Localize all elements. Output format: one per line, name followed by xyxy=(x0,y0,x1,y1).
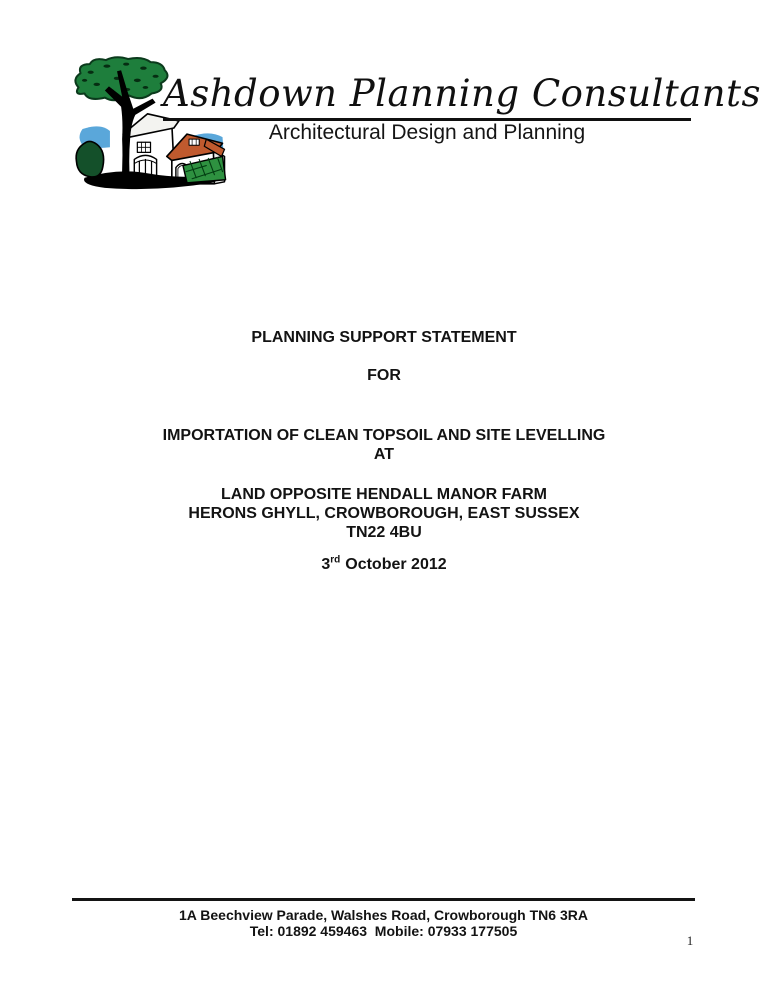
subject-lines xyxy=(0,426,768,464)
logo-bush xyxy=(76,141,103,177)
location-lines xyxy=(0,485,768,542)
footer-address: 1A Beechview Parade, Walshes Road, Crowborough TN6 3RA xyxy=(179,907,588,923)
location-line-3: TN22 4BU xyxy=(346,524,422,541)
date-rest: October 2012 xyxy=(345,556,447,573)
location-line-1: LAND OPPOSITE HENDALL MANOR FARM xyxy=(221,486,547,503)
document-title: PLANNING SUPPORT STATEMENT xyxy=(251,329,517,346)
date-day: 3 xyxy=(321,556,331,573)
for-label: FOR xyxy=(367,367,401,384)
location-line-2: HERONS GHYLL, CROWBOROUGH, EAST SUSSEX xyxy=(188,505,580,522)
footer-contact: Tel: 01892 459463 Mobile: 07933 177505 xyxy=(249,923,518,939)
title-block xyxy=(0,328,768,574)
company-tagline: Architectural Design and Planning xyxy=(268,121,586,144)
company-name: Ashdown Planning Consultants xyxy=(163,72,691,121)
page-number: 1 xyxy=(686,933,694,948)
subject-line-2: AT xyxy=(373,446,395,463)
document-date xyxy=(0,555,768,574)
date-ordinal: rd xyxy=(330,554,341,566)
footer-divider xyxy=(72,898,695,901)
footer xyxy=(72,907,695,939)
subject-line-1: IMPORTATION OF CLEAN TOPSOIL AND SITE LEVELLING xyxy=(162,427,606,444)
